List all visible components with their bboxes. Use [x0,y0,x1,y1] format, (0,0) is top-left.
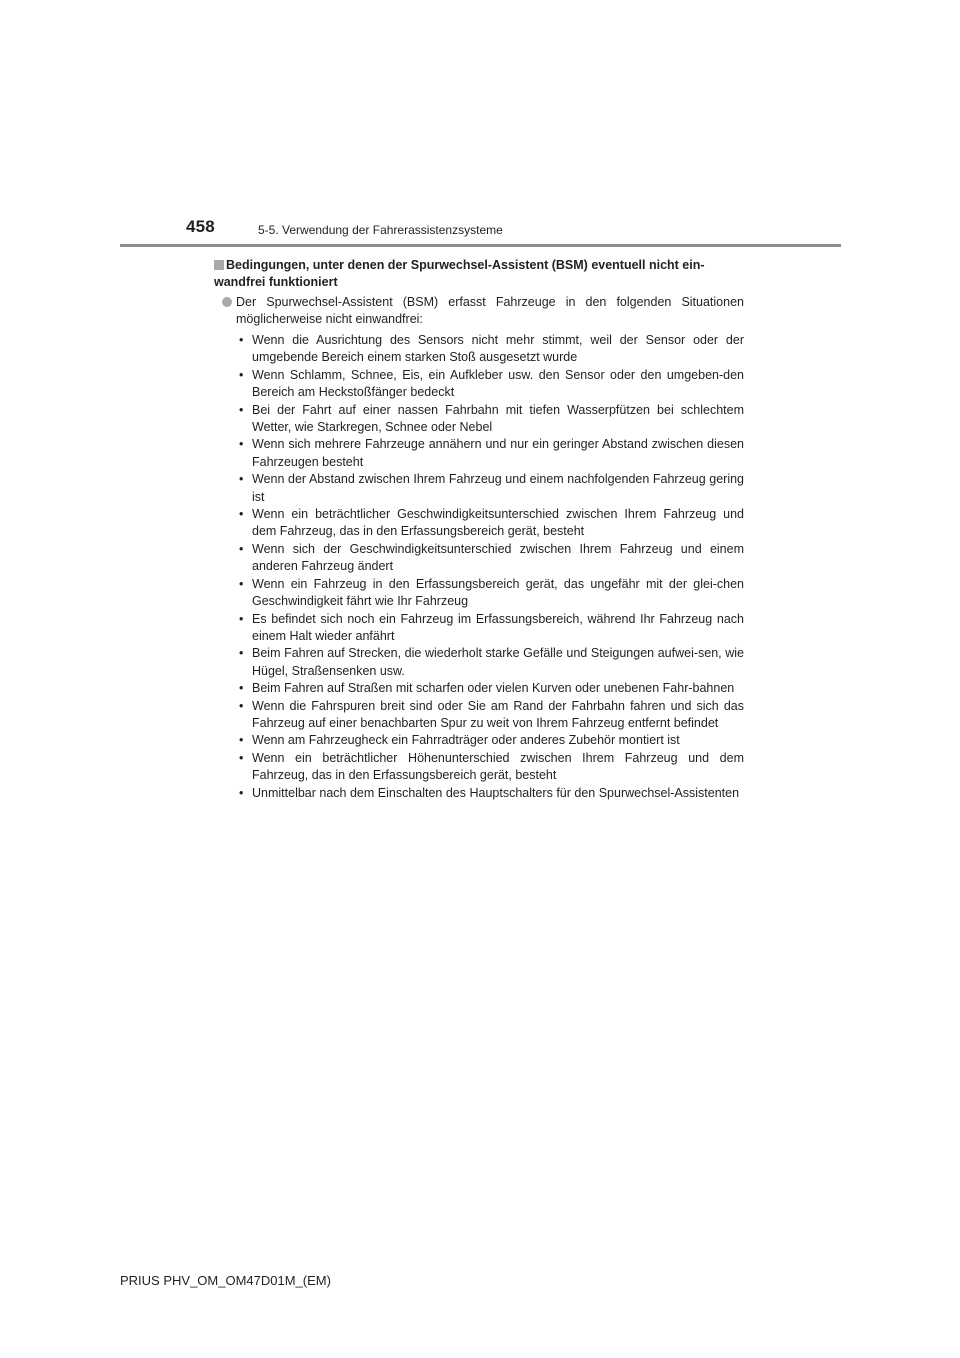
list-item-text: Es befindet sich noch ein Fahrzeug im Erfassungsbereich, während Ihr Fahrzeug nach einem Halt wieder anfährt [252,611,744,643]
bullet-icon: • [239,402,244,417]
list-item [236,541,744,576]
list-item-text: Wenn sich der Geschwindigkeitsunterschied zwischen Ihrem Fahrzeug und einem anderen Fahrzeug ändert [252,541,744,574]
list-item-text: Wenn sich mehrere Fahrzeuge annähern und nur ein geringer Abstand zwischen diesen Fahrzeugen besteht [252,437,744,469]
list-item-text: Unmittelbar nach dem Einschalten des Hauptschalters für den Spurwechsel-Assistenten [252,785,740,800]
list-item-text: Wenn die Ausrichtung des Sensors nicht mehr stimmt, weil der Sensor oder der umgebende Bereich einem starken Stoß ausgesetzt wurde [252,333,744,365]
bullet-icon: • [239,646,244,661]
list-item-text: Beim Fahren auf Strecken, die wiederholt starke Gefälle und Steigungen aufwei-sen, wie Hügel, Straßensenken usw. [252,646,744,678]
list-item [236,645,744,680]
bullet-icon: • [239,507,244,522]
bullet-icon: • [239,472,244,487]
list-item-text: Wenn der Abstand zwischen Ihrem Fahrzeug und einem nachfolgenden Fahrzeug gering ist [252,472,744,504]
list-item [236,436,744,471]
bullet-icon: • [239,576,244,591]
circle-bullet-icon [222,297,232,307]
bullet-icon: • [239,733,244,748]
list-item [236,611,744,646]
intro-paragraph [222,294,744,329]
list-item [236,680,744,697]
list-item [236,402,744,437]
bullet-icon: • [239,698,244,713]
page-number: 458 [186,217,215,236]
bullet-icon: • [239,750,244,765]
list-item [236,576,744,611]
section-heading-text: Bedingungen, unter denen der Spurwechsel-Assistent (BSM) eventuell nicht ein-wandfrei funktioniert [214,258,705,290]
list-item-text: Beim Fahren auf Straßen mit scharfen oder vielen Kurven oder unebenen Fahr-bahnen [252,681,735,696]
bullet-icon: • [239,785,244,800]
list-item [236,732,744,749]
list-item-text: Wenn ein beträchtlicher Geschwindigkeitsunterschied zwischen Ihrem Fahrzeug und dem Fahrzeug, das in den Erfassungsbereich gerät, besteht [252,507,744,539]
list-item-text: Bei der Fahrt auf einer nassen Fahrbahn mit tiefen Wasserpfützen bei schlechtem Wetter, wie Starkregen, Schnee oder Nebel [252,402,744,435]
header-divider [120,244,841,247]
document-code: PRIUS PHV_OM_OM47D01M_(EM) [120,1273,331,1288]
list-item-text: Wenn ein Fahrzeug in den Erfassungsbereich gerät, das ungefähr mit der glei-chen Geschwindigkeit fährt wie Ihr Fahrzeug [252,576,744,609]
bullet-icon: • [239,541,244,556]
list-item-text: Wenn am Fahrzeugheck ein Fahrradträger oder anderes Zubehör montiert ist [252,733,680,748]
list-item [236,471,744,506]
intro-text: Der Spurwechsel-Assistent (BSM) erfasst Fahrzeuge in den folgenden Situationen möglicherweise nicht einwandfrei: [236,295,744,327]
bullet-icon: • [239,333,244,347]
square-bullet-icon [214,260,224,270]
list-item-text: Wenn Schlamm, Schnee, Eis, ein Aufkleber usw. den Sensor oder den umgeben-den Bereich am Heckstoßfänger bedeckt [252,367,744,400]
chapter-title: 5-5. Verwendung der Fahrerassistenzsysteme [258,223,503,237]
list-item [236,367,744,402]
list-item [236,506,744,541]
section-heading [214,257,754,292]
list-item [236,698,744,733]
condition-list [236,332,744,802]
bullet-icon: • [239,681,244,696]
bullet-icon: • [239,611,244,626]
bullet-icon: • [239,367,244,382]
bullet-icon: • [239,437,244,452]
list-item-text: Wenn die Fahrspuren breit sind oder Sie am Rand der Fahrbahn fahren und sich das Fahrzeug auf einer benachbarten Spur zu weit von Ihrem Fahrzeug entfernt befindet [252,698,744,730]
list-item [236,785,744,802]
list-item-text: Wenn ein beträchtlicher Höhenunterschied zwischen Ihrem Fahrzeug und dem Fahrzeug, das in den Erfassungsbereich gerät, besteht [252,750,744,783]
list-item [236,750,744,785]
list-item [236,332,744,367]
